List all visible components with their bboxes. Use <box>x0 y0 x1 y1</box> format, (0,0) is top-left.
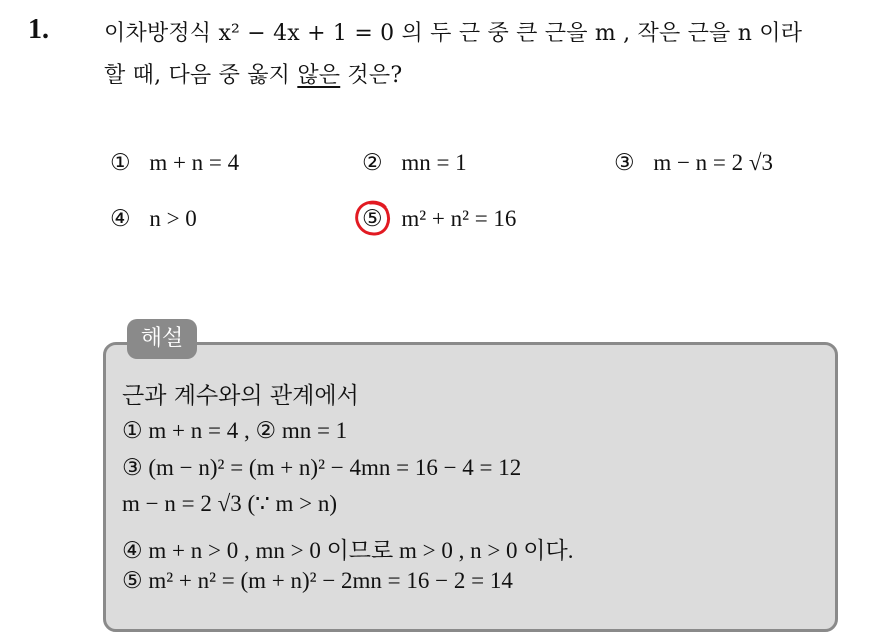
question-line-1: 이차방정식 x² − 4x + 1 = 0 의 두 근 중 큰 근을 m , 작은 근을 n 이라 <box>104 21 803 46</box>
answer-mark-circle-icon <box>354 199 392 237</box>
solution-line-1: 근과 계수와의 관계에서 <box>122 383 359 409</box>
question-underlined-word: 않은 <box>297 63 341 88</box>
solution-line-3: ③ (m − n)² = (m + n)² − 4mn = 16 − 4 = 12 <box>122 455 522 480</box>
solution-line-4: m − n = 2 √3 (∵ m > n) <box>122 491 338 516</box>
solution-line-5: ④ m + n > 0 , mn > 0 이므로 m > 0 , n > 0 이다. <box>122 538 574 563</box>
choice-1[interactable] <box>110 150 239 176</box>
question-line-2 <box>104 58 402 89</box>
problem-number: 1. <box>28 14 49 45</box>
choice-2-expression: mn = 1 <box>401 150 467 175</box>
question-line-2-prefix: 할 때, 다음 중 옳지 <box>104 63 298 88</box>
choice-5-number: ⑤ <box>362 206 383 232</box>
choice-4-number: ④ <box>110 206 131 232</box>
question-line-2-suffix: 것은? <box>340 63 403 88</box>
choice-4-expression: n > 0 <box>149 206 197 231</box>
choice-1-expression: m + n = 4 <box>149 150 240 175</box>
choice-4[interactable] <box>110 206 197 232</box>
solution-tab-label: 해설 <box>127 319 197 359</box>
choice-5-expression: m² + n² = 16 <box>401 206 517 231</box>
choice-3-number: ③ <box>614 150 635 176</box>
choice-3-expression: m − n = 2 √3 <box>653 150 774 175</box>
choice-3[interactable] <box>614 150 773 176</box>
solution-line-2: ① m + n = 4 , ② mn = 1 <box>122 418 348 443</box>
choice-2[interactable] <box>362 150 467 176</box>
choice-1-number: ① <box>110 150 131 176</box>
choice-2-number: ② <box>362 150 383 176</box>
solution-line-6: ⑤ m² + n² = (m + n)² − 2mn = 16 − 2 = 14 <box>122 568 513 593</box>
